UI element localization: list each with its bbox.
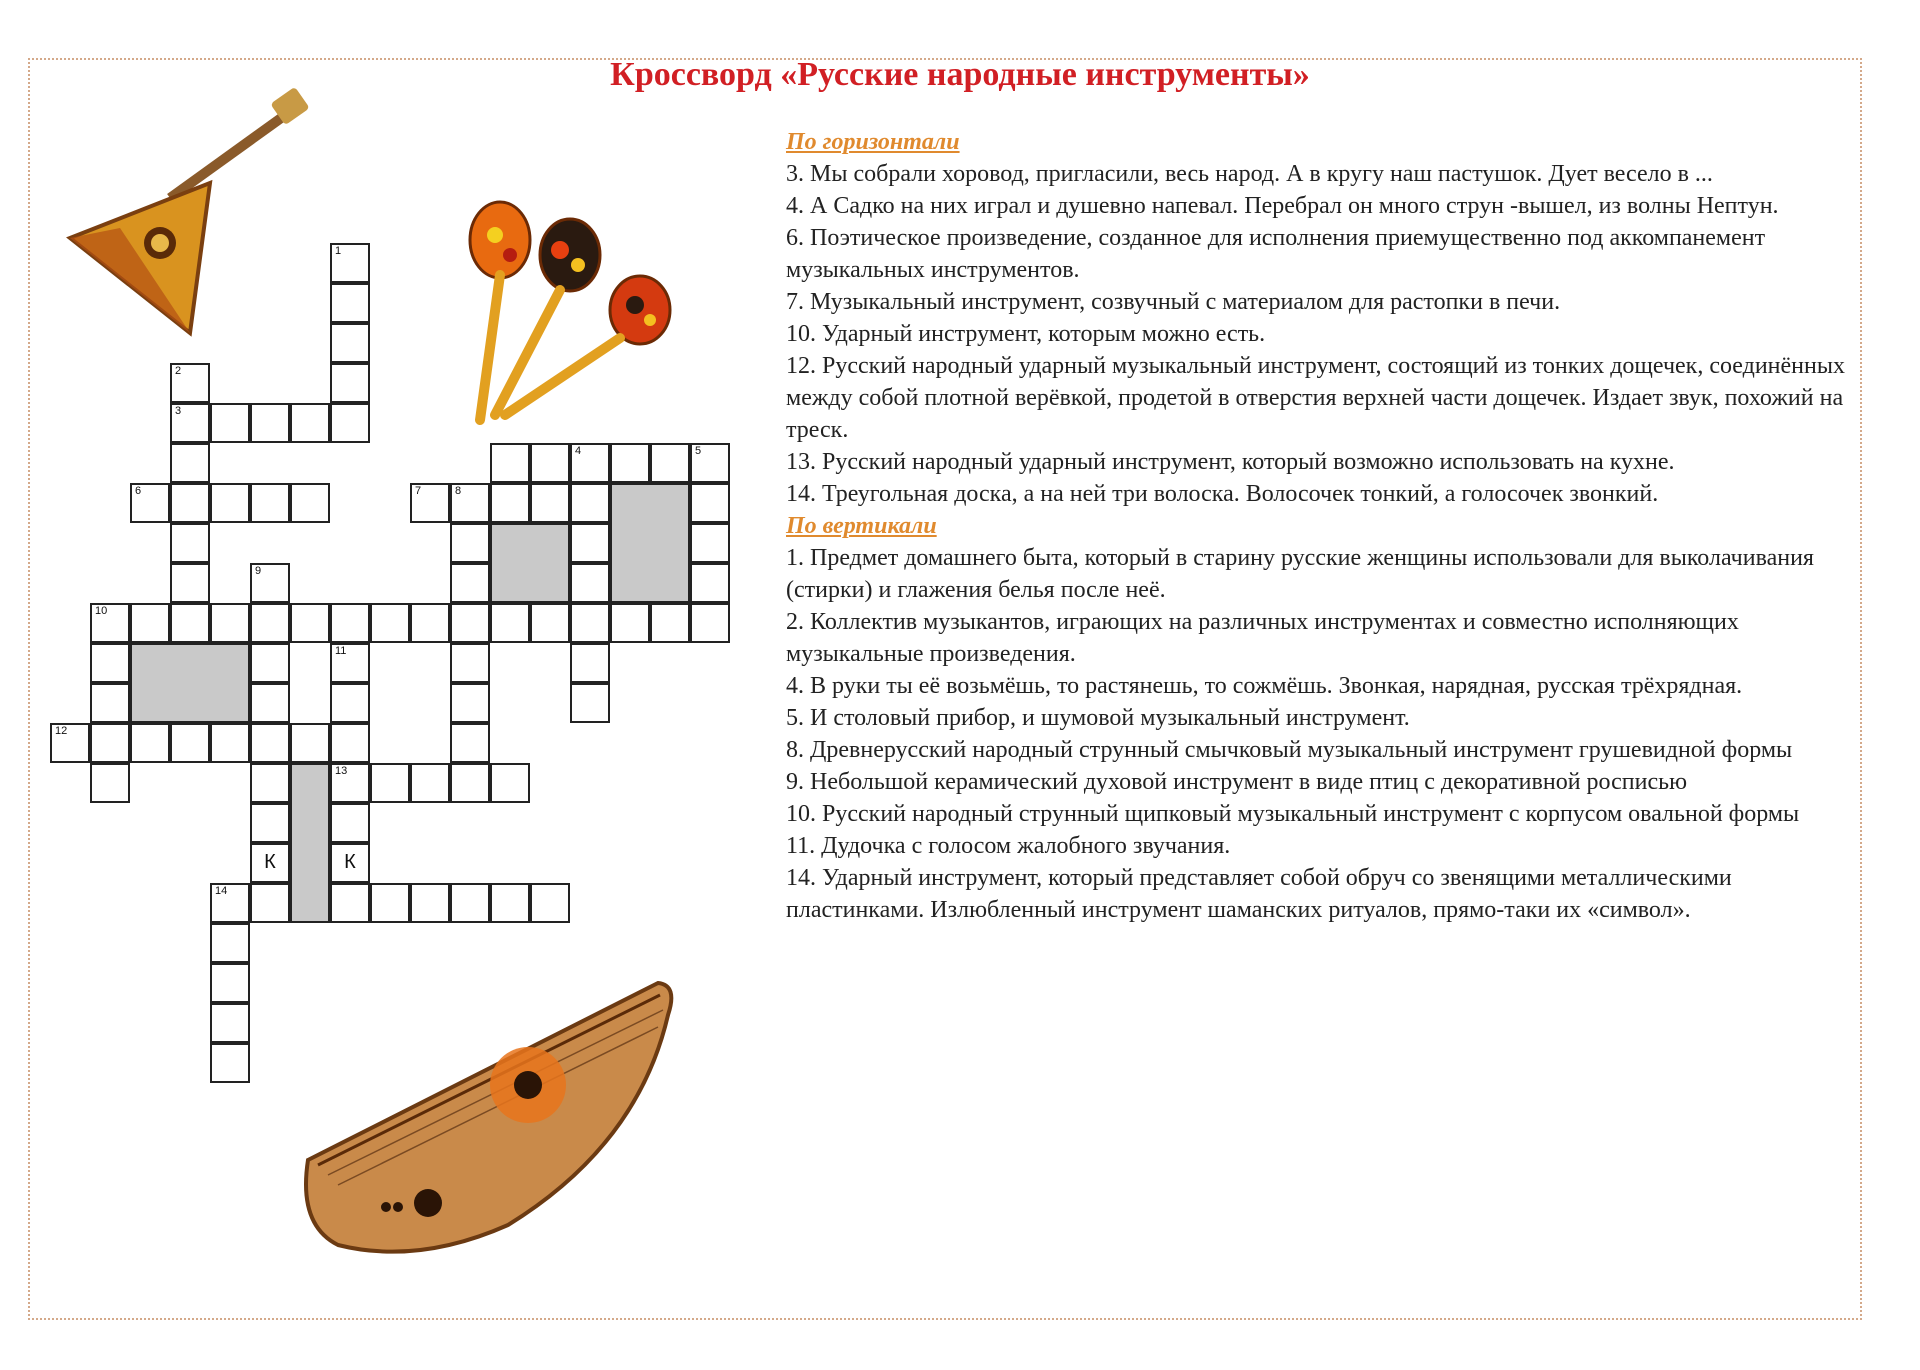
crossword-cell[interactable] (450, 643, 490, 683)
crossword-cell[interactable] (370, 883, 410, 923)
cell-number: 8 (455, 485, 462, 497)
crossword-cell[interactable] (330, 763, 370, 803)
crossword-cell[interactable] (690, 483, 730, 523)
cell-number: 2 (175, 365, 182, 377)
crossword-cell[interactable] (250, 803, 290, 843)
crossword-cell[interactable] (250, 883, 290, 923)
crossword-cell[interactable] (330, 803, 370, 843)
crossword-cell[interactable] (90, 643, 130, 683)
crossword-cell[interactable] (570, 443, 610, 483)
crossword-cell[interactable] (290, 403, 330, 443)
crossword-cell[interactable] (450, 563, 490, 603)
clue-down-8: 8. Древнерусский народный струнный смычковый музыкальный инструмент грушевидной формы (786, 737, 1793, 763)
crossword-cell[interactable] (450, 603, 490, 643)
clue-across-3: 3. Мы собрали хоровод, пригласили, весь народ. А в кругу наш пастушок. Дует весело в ... (786, 161, 1713, 187)
crossword-cell[interactable] (330, 243, 370, 283)
crossword-cell[interactable] (530, 603, 570, 643)
crossword-cell[interactable] (330, 363, 370, 403)
khokhloma-spoons-icon (460, 200, 690, 430)
crossword-cell[interactable] (530, 443, 570, 483)
cell-number: 9 (255, 565, 262, 577)
crossword-cell[interactable] (250, 563, 290, 603)
clue-down-10: 10. Русский народный струнный щипковый музыкальный инструмент с корпусом овальной формы (786, 801, 1800, 827)
crossword-cell[interactable] (330, 643, 370, 683)
crossword-cell[interactable] (570, 603, 610, 643)
crossword-cell[interactable] (570, 483, 610, 523)
cell-number: 12 (55, 725, 68, 737)
cell-number: 14 (215, 885, 228, 897)
clue-across-4: 4. А Садко на них играл и душевно напевал. Перебрал он много струн -вышел, из волны Нептун. (786, 193, 1779, 219)
crossword-cell[interactable] (210, 603, 250, 643)
down-heading: По вертикали (786, 513, 937, 539)
crossword-cell[interactable] (90, 723, 130, 763)
crossword-cell[interactable] (250, 483, 290, 523)
crossword-cell[interactable] (450, 763, 490, 803)
crossword-cell[interactable] (210, 723, 250, 763)
crossword-cell[interactable] (50, 723, 90, 763)
crossword-cell[interactable] (330, 283, 370, 323)
clues-panel (786, 126, 1846, 926)
balalaika-icon (60, 88, 310, 348)
shaded-block (610, 483, 690, 603)
crossword-cell[interactable] (490, 883, 530, 923)
crossword-cell[interactable] (170, 403, 210, 443)
crossword-cell[interactable] (170, 523, 210, 563)
cell-number: 5 (695, 445, 702, 457)
clue-down-5: 5. И столовый прибор, и шумовой музыкальный инструмент. (786, 705, 1410, 731)
crossword-cell[interactable] (210, 1003, 250, 1043)
cell-number: 4 (575, 445, 582, 457)
crossword-cell[interactable] (170, 443, 210, 483)
crossword-cell[interactable] (450, 883, 490, 923)
crossword-cell[interactable] (370, 763, 410, 803)
clue-down-1: 1. Предмет домашнего быта, который в старину русские женщины использовали для выколачивания (стирки) и глажения белья после неё. (786, 545, 1814, 603)
clue-across-6: 6. Поэтическое произведение, созданное для исполнения приемущественно под аккомпанемент музыкальных инструментов. (786, 225, 1766, 283)
crossword-cell[interactable] (130, 483, 170, 523)
crossword-cell[interactable] (250, 723, 290, 763)
across-heading: По горизонтали (786, 129, 960, 155)
crossword-cell[interactable] (530, 883, 570, 923)
cell-letter: К (264, 851, 276, 873)
clue-across-12: 12. Русский народный ударный музыкальный инструмент, состоящий из тонких дощечек, соединённых между собой плотной верёвкой, продетой в отверстия верхней части дощечек. Издает звук, похожий на треск. (786, 353, 1845, 443)
clue-down-11: 11. Дудочка с голосом жалобного звучания. (786, 833, 1231, 859)
crossword-cell[interactable] (610, 443, 650, 483)
crossword-cell[interactable] (210, 923, 250, 963)
crossword-cell[interactable] (90, 603, 130, 643)
crossword-cell[interactable] (330, 603, 370, 643)
crossword-cell[interactable] (490, 603, 530, 643)
crossword-cell[interactable] (250, 643, 290, 683)
crossword-cell[interactable] (90, 683, 130, 723)
crossword-cell[interactable] (410, 483, 450, 523)
crossword-cell[interactable] (290, 723, 330, 763)
crossword-cell[interactable] (210, 483, 250, 523)
crossword-cell[interactable] (90, 763, 130, 803)
clue-across-14: 14. Треугольная доска, а на ней три волоска. Волосочек тонкий, а голосочек звонкий. (786, 481, 1659, 507)
crossword-cell[interactable] (170, 603, 210, 643)
cell-number: 7 (415, 485, 422, 497)
clue-down-14: 14. Ударный инструмент, который представляет собой обруч со звенящими металлическими пластинками. Излюбленный инструмент шаманских ритуалов, прямо-таки их «символ». (786, 865, 1732, 923)
crossword-cell[interactable] (410, 603, 450, 643)
crossword-cell[interactable] (250, 603, 290, 643)
crossword-cell[interactable] (210, 883, 250, 923)
shaded-block (490, 523, 570, 603)
crossword-cell[interactable] (490, 443, 530, 483)
crossword-cell[interactable] (290, 603, 330, 643)
crossword-cell[interactable] (290, 483, 330, 523)
cell-number: 10 (95, 605, 108, 617)
crossword-cell[interactable] (330, 883, 370, 923)
crossword-cell[interactable] (130, 723, 170, 763)
crossword-cell[interactable] (570, 523, 610, 563)
page-title: Кроссворд «Русские народные инструменты» (610, 56, 1310, 93)
crossword-cell[interactable] (170, 363, 210, 403)
shaded-block (290, 763, 330, 923)
crossword-cell[interactable] (210, 1043, 250, 1083)
crossword-cell[interactable] (570, 683, 610, 723)
crossword-cell[interactable] (450, 723, 490, 763)
crossword-cell[interactable] (210, 403, 250, 443)
crossword-cell[interactable] (370, 603, 410, 643)
crossword-cell[interactable] (250, 843, 290, 883)
crossword-cell[interactable] (330, 323, 370, 363)
cell-number: 3 (175, 405, 182, 417)
cell-number: 13 (335, 765, 348, 777)
clue-across-13: 13. Русский народный ударный инструмент, который возможно использовать на кухне. (786, 449, 1675, 475)
clue-across-7: 7. Музыкальный инструмент, созвучный с материалом для растопки в печи. (786, 289, 1561, 315)
crossword-cell[interactable] (410, 883, 450, 923)
crossword-cell[interactable] (570, 563, 610, 603)
crossword-cell[interactable] (450, 483, 490, 523)
crossword-cell[interactable] (650, 603, 690, 643)
clue-down-4: 4. В руки ты её возьмёшь, то растянешь, то сожмёшь. Звонкая, нарядная, русская трёхрядная. (786, 673, 1743, 699)
crossword-cell[interactable] (490, 483, 530, 523)
crossword-cell[interactable] (690, 563, 730, 603)
crossword-cell[interactable] (450, 683, 490, 723)
clue-down-2: 2. Коллектив музыкантов, играющих на различных инструментах и совместно исполняющих музыкальные произведения. (786, 609, 1739, 667)
crossword-cell[interactable] (170, 723, 210, 763)
crossword-cell[interactable] (250, 683, 290, 723)
crossword-cell[interactable] (690, 523, 730, 563)
crossword-cell[interactable] (410, 763, 450, 803)
cell-number: 6 (135, 485, 142, 497)
clue-down-9: 9. Небольшой керамический духовой инструмент в виде птиц с декоративной росписью (786, 769, 1688, 795)
crossword-cell[interactable] (250, 403, 290, 443)
crossword-cell[interactable] (450, 523, 490, 563)
crossword-cell[interactable] (330, 683, 370, 723)
crossword-cell[interactable] (610, 603, 650, 643)
crossword-cell[interactable] (690, 603, 730, 643)
crossword-cell[interactable] (530, 483, 570, 523)
crossword-cell[interactable] (690, 443, 730, 483)
crossword-cell[interactable] (130, 603, 170, 643)
gusli-icon (298, 975, 678, 1275)
crossword-cell[interactable] (570, 643, 610, 683)
crossword-cell[interactable] (330, 723, 370, 763)
clue-across-10: 10. Ударный инструмент, которым можно есть. (786, 321, 1266, 347)
shaded-block (130, 643, 250, 723)
crossword-cell[interactable] (210, 963, 250, 1003)
crossword-cell[interactable] (330, 843, 370, 883)
crossword-cell[interactable] (170, 563, 210, 603)
crossword-cell[interactable] (250, 763, 290, 803)
crossword-cell[interactable] (330, 403, 370, 443)
crossword-cell[interactable] (170, 483, 210, 523)
crossword-cell[interactable] (650, 443, 690, 483)
crossword-cell[interactable] (490, 763, 530, 803)
cell-number: 1 (335, 245, 342, 257)
cell-letter: К (344, 851, 356, 873)
cell-number: 11 (335, 645, 347, 657)
